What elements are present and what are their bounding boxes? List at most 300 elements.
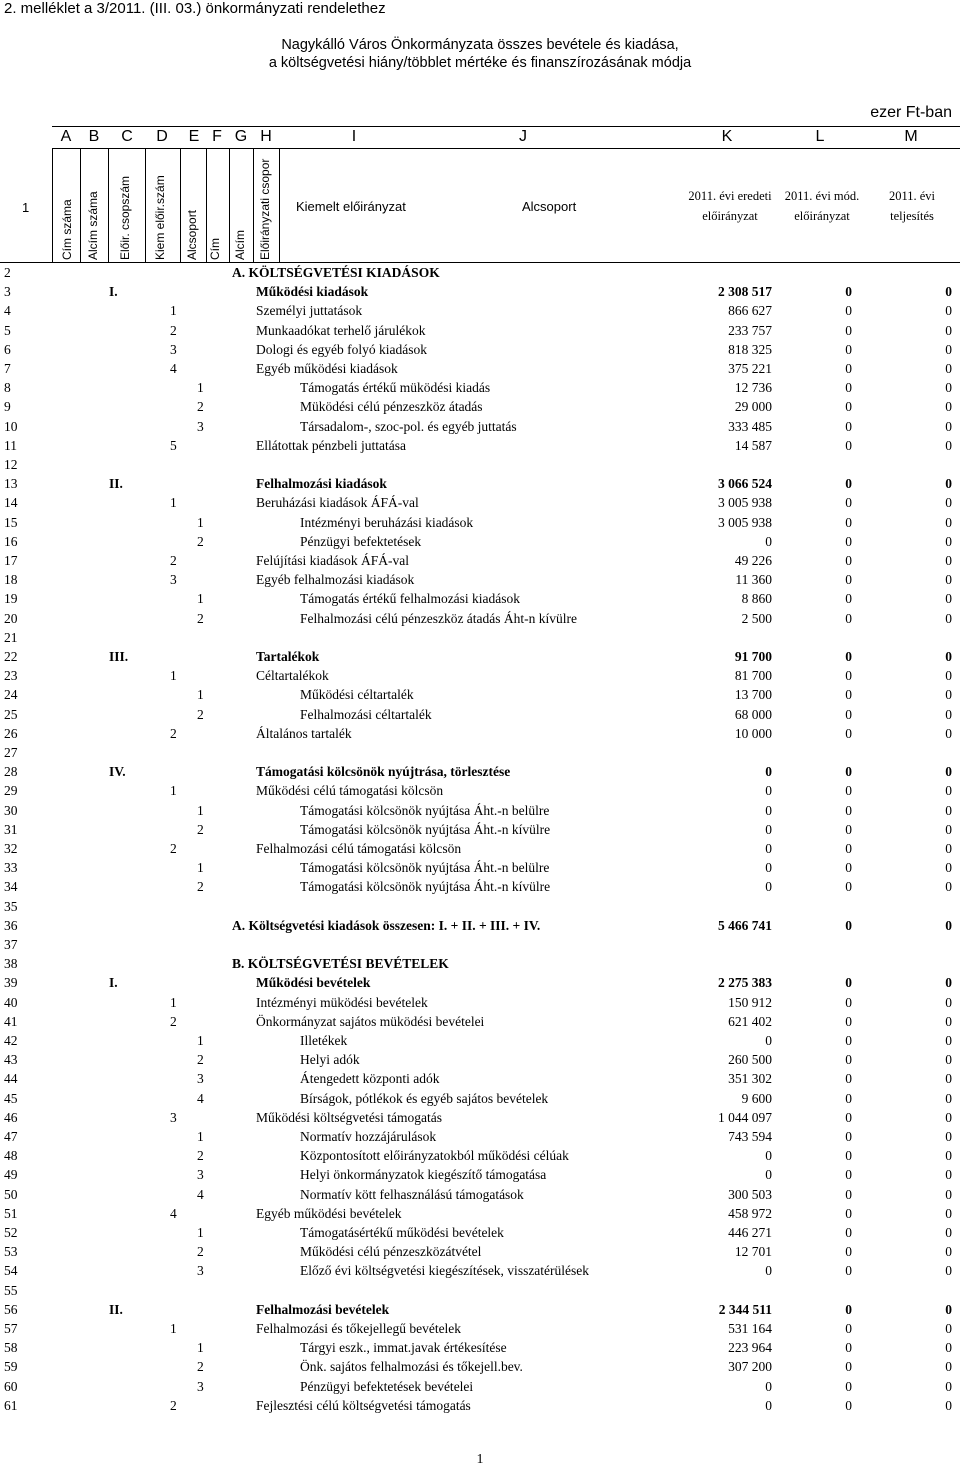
item-number: 2	[197, 706, 204, 722]
value-actual: 0	[945, 975, 952, 991]
row-number: 23	[4, 668, 18, 684]
row-subtitle: Központosított előirányzatokból működési célúak	[300, 1148, 569, 1164]
col-letter: G	[234, 128, 248, 145]
value-original: 818 325	[728, 341, 772, 357]
row-number: 27	[4, 745, 18, 760]
header-divider	[253, 148, 254, 262]
col-letter: H	[260, 128, 272, 145]
table-row	[0, 590, 960, 609]
table-row	[0, 302, 960, 321]
row-number: 51	[4, 1205, 18, 1221]
row-number: 41	[4, 1013, 18, 1029]
table-row	[0, 1301, 960, 1320]
subgroup-number: 1	[170, 495, 177, 511]
item-number: 2	[197, 879, 204, 895]
value-original: 0	[765, 841, 772, 856]
row-subtitle: Önk. sajátos felhalmozási és tőkejell.bev.	[300, 1359, 523, 1375]
item-number: 3	[197, 1263, 204, 1279]
value-actual: 0	[945, 917, 952, 933]
item-number: 2	[197, 533, 204, 549]
item-number: 1	[197, 860, 204, 876]
table-row	[0, 379, 960, 398]
value-actual: 0	[945, 1186, 952, 1202]
table-row	[0, 994, 960, 1013]
row-subtitle: Pénzügyi befektetések bevételei	[300, 1378, 474, 1394]
row-subtitle: Intézményi beruházási kiadások	[300, 514, 474, 530]
value-original: 2 500	[741, 610, 772, 626]
unit-label: ezer Ft-ban	[870, 104, 952, 121]
value-actual: 0	[945, 1109, 952, 1125]
row-subtitle: Felhalmozási célú pénzeszköz átadás Áht-n kívülre	[300, 610, 578, 626]
row-number: 5	[4, 322, 11, 338]
value-original: 233 757	[728, 322, 772, 338]
row-number: 10	[4, 418, 18, 434]
subgroup-number: 1	[170, 303, 177, 319]
section-caption: A. KÖLTSÉGVETÉSI KIADÁSOK	[232, 265, 440, 280]
group-number: III.	[109, 649, 129, 664]
row-title: Egyéb működési kiadások	[256, 361, 398, 376]
subgroup-number: 3	[170, 1109, 177, 1125]
value-modified: 0	[845, 1378, 852, 1394]
row-subtitle: Müködési célú pénzeszköz átadás	[300, 399, 483, 415]
header-divider	[108, 148, 109, 262]
value-original: 0	[765, 1033, 772, 1048]
row-subtitle: Támogatási kölcsönök nyújtása Áht.-n belülre	[300, 860, 550, 876]
row-subtitle: Működési céltartalék	[300, 687, 414, 703]
col-letter: I	[351, 128, 357, 145]
value-actual: 0	[945, 1225, 952, 1240]
col-letter: J	[519, 128, 527, 145]
title-line-2: a költségvetési hiány/többlet mértéke és finanszírozásának módja	[268, 55, 692, 71]
item-number: 2	[197, 399, 204, 415]
value-actual: 0	[945, 514, 952, 530]
row-subtitle: Normatív hozzájárulások	[300, 1129, 437, 1144]
value-actual: 0	[945, 1033, 952, 1048]
value-original: 0	[765, 802, 772, 818]
value-original: 0	[765, 821, 772, 837]
value-original: 8 860	[741, 591, 772, 607]
head-kiem-eloir-szam: Kiem előir.szám	[153, 175, 167, 260]
value-actual: 0	[945, 879, 952, 895]
table-row	[0, 571, 960, 590]
table-row	[0, 802, 960, 821]
row-title: Egyéb működési bevételek	[256, 1205, 402, 1221]
row-number: 17	[4, 553, 18, 568]
value-original: 0	[765, 879, 772, 895]
value-actual: 0	[945, 1378, 952, 1394]
col-letter: D	[156, 128, 168, 145]
group-title: Működési kiadások	[256, 284, 369, 300]
value-actual: 0	[945, 533, 952, 549]
value-actual: 0	[945, 1244, 952, 1260]
value-modified: 0	[845, 687, 852, 703]
table-row	[0, 1282, 960, 1301]
head-eloiranyzati-csoport: Előirányzati csopor	[258, 158, 272, 260]
table-row	[0, 763, 960, 782]
row-number: 28	[4, 764, 18, 780]
row-number: 11	[4, 437, 17, 453]
value-modified: 0	[845, 1148, 852, 1164]
table-top-border	[0, 262, 960, 263]
value-modified: 0	[845, 783, 852, 799]
row-number: 37	[4, 937, 18, 952]
header-divider	[145, 148, 146, 262]
subgroup-number: 2	[170, 322, 177, 338]
value-original: 11 360	[735, 572, 772, 588]
table-row	[0, 955, 960, 974]
item-number: 3	[197, 1071, 204, 1087]
head-mod-eloiranyzat: 2011. évi mód. előirányzat	[784, 189, 860, 223]
table-row	[0, 1090, 960, 1109]
row-number: 45	[4, 1090, 18, 1106]
row-number: 54	[4, 1263, 18, 1279]
value-modified: 0	[845, 399, 852, 415]
header-divider	[52, 148, 53, 262]
row-number: 4	[4, 303, 11, 319]
value-modified: 0	[845, 437, 852, 453]
table-row	[0, 514, 960, 533]
row-number: 49	[4, 1167, 18, 1183]
item-number: 2	[197, 1244, 204, 1260]
row-number: 22	[4, 649, 18, 664]
value-actual: 0	[945, 725, 952, 741]
value-actual: 0	[945, 1301, 952, 1317]
row-subtitle: Helyi önkormányzatok kiegészítő támogatása	[300, 1167, 547, 1183]
value-original: 12 736	[734, 380, 772, 396]
table-row	[0, 840, 960, 859]
row-number: 50	[4, 1186, 18, 1202]
row-subtitle: Támogatási kölcsönök nyújtása Áht.-n belülre	[300, 802, 550, 818]
value-original: 13 700	[734, 687, 772, 703]
value-modified: 0	[845, 553, 852, 568]
value-actual: 0	[945, 706, 952, 722]
item-number: 1	[197, 514, 204, 530]
table-row	[0, 1070, 960, 1089]
value-original: 531 164	[728, 1321, 772, 1336]
value-original: 0	[765, 783, 772, 799]
value-original: 621 402	[728, 1013, 772, 1029]
value-actual: 0	[945, 1167, 952, 1183]
value-original: 10 000	[734, 725, 772, 741]
page-number: 1	[476, 1452, 484, 1467]
value-modified: 0	[845, 1033, 852, 1048]
value-modified: 0	[845, 1301, 852, 1317]
table-row	[0, 494, 960, 513]
value-original: 150 912	[728, 994, 772, 1010]
row-number: 19	[4, 591, 18, 607]
value-modified: 0	[845, 649, 852, 664]
col-letter: L	[815, 128, 825, 145]
item-number: 1	[197, 1129, 204, 1144]
value-actual: 0	[945, 380, 952, 396]
value-modified: 0	[845, 841, 852, 856]
value-actual: 0	[945, 476, 952, 492]
row-title: Dologi és egyéb folyó kiadások	[256, 341, 427, 357]
row-title: Személyi juttatások	[256, 303, 363, 319]
value-original: 223 964	[728, 1340, 772, 1356]
table-row	[0, 936, 960, 955]
row-number: 13	[4, 476, 18, 492]
value-actual: 0	[945, 1129, 952, 1144]
value-modified: 0	[845, 879, 852, 895]
value-original: 2 308 517	[718, 284, 772, 300]
table-row	[0, 1205, 960, 1224]
row-title: Felhalmozási célú támogatási kölcsön	[256, 841, 462, 856]
table-row	[0, 1378, 960, 1397]
value-modified: 0	[845, 380, 852, 396]
value-modified: 0	[845, 975, 852, 991]
row-number: 9	[4, 399, 11, 415]
group-number: II.	[109, 1301, 123, 1317]
value-actual: 0	[945, 1148, 952, 1164]
row-number: 34	[4, 879, 18, 895]
table-row	[0, 1224, 960, 1243]
row-number: 43	[4, 1052, 18, 1068]
value-modified: 0	[845, 764, 852, 780]
table-row	[0, 1109, 960, 1128]
row-subtitle: Működési célú pénzeszközátvétel	[300, 1244, 482, 1260]
row-subtitle: Támogatás értékű müködési kiadás	[300, 380, 491, 396]
subgroup-number: 2	[170, 841, 177, 856]
item-number: 2	[197, 1148, 204, 1164]
table-row	[0, 1013, 960, 1032]
value-original: 2 275 383	[718, 975, 772, 991]
item-number: 1	[197, 687, 204, 703]
head-cim-szama: Cím száma	[60, 199, 74, 260]
value-modified: 0	[845, 514, 852, 530]
table-row	[0, 1243, 960, 1262]
row-subtitle: Bírságok, pótlékok és egyéb sajátos bevételek	[300, 1090, 549, 1106]
group-title: Felhalmozási kiadások	[256, 476, 387, 492]
value-original: 1 044 097	[718, 1109, 772, 1125]
table-row	[0, 1186, 960, 1205]
value-modified: 0	[845, 341, 852, 357]
table-row	[0, 1358, 960, 1377]
value-original: 3 066 524	[718, 476, 772, 492]
value-actual: 0	[945, 860, 952, 876]
row-number: 25	[4, 706, 18, 722]
table-row	[0, 437, 960, 456]
row-number: 32	[4, 841, 18, 856]
row-title: Fejlesztési célú költségvetési támogatás	[256, 1397, 471, 1413]
value-actual: 0	[945, 361, 952, 376]
col-letter: C	[121, 128, 133, 145]
row-number: 18	[4, 572, 18, 588]
value-actual: 0	[945, 994, 952, 1010]
value-modified: 0	[845, 725, 852, 741]
row-title: Céltartalékok	[256, 668, 329, 684]
item-number: 2	[197, 1052, 204, 1068]
row-number: 56	[4, 1301, 18, 1317]
row-number: 42	[4, 1033, 18, 1048]
value-original: 0	[765, 533, 772, 549]
value-original: 91 700	[734, 649, 772, 664]
subgroup-number: 2	[170, 1397, 177, 1413]
item-number: 2	[197, 821, 204, 837]
value-modified: 0	[845, 1359, 852, 1375]
subgroup-number: 2	[170, 725, 177, 741]
subgroup-number: 1	[170, 994, 177, 1010]
subgroup-number: 1	[170, 1321, 177, 1336]
column-letters	[0, 126, 960, 148]
subgroup-number: 4	[170, 1205, 177, 1221]
value-actual: 0	[945, 322, 952, 338]
value-modified: 0	[845, 860, 852, 876]
value-modified: 0	[845, 1071, 852, 1087]
value-actual: 0	[945, 418, 952, 434]
row-number: 40	[4, 994, 18, 1010]
value-actual: 0	[945, 1071, 952, 1087]
table-row	[0, 1262, 960, 1281]
value-actual: 0	[945, 764, 952, 780]
table-row	[0, 706, 960, 725]
header-divider	[229, 148, 230, 262]
item-number: 3	[197, 1378, 204, 1394]
value-actual: 0	[945, 841, 952, 856]
value-modified: 0	[845, 917, 852, 933]
value-original: 458 972	[728, 1205, 772, 1221]
table-row	[0, 878, 960, 897]
row-number: 16	[4, 533, 18, 549]
row-subtitle: Támogatás értékű felhalmozási kiadások	[300, 591, 521, 607]
table-row	[0, 782, 960, 801]
value-modified: 0	[845, 495, 852, 511]
value-original: 0	[765, 764, 772, 780]
group-title: Tartalékok	[256, 649, 320, 664]
row-number: 2	[4, 265, 11, 280]
table-row	[0, 475, 960, 494]
col-letter: K	[721, 128, 733, 145]
head-alcsoport-v: Alcsoport	[185, 209, 199, 260]
subgroup-number: 2	[170, 553, 177, 568]
row-number: 60	[4, 1378, 18, 1394]
table-row	[0, 283, 960, 302]
subgroup-number: 4	[170, 361, 177, 376]
table-row	[0, 1032, 960, 1051]
value-actual: 0	[945, 495, 952, 511]
row-number: 7	[4, 361, 11, 376]
row-subtitle: Normatív kött felhasználású támogatások	[300, 1186, 524, 1202]
table-row	[0, 974, 960, 993]
row-subtitle: Tárgyi eszk., immat.javak értékesítése	[300, 1340, 507, 1356]
value-modified: 0	[845, 1263, 852, 1279]
attachment-note: 2. melléklet a 3/2011. (III. 03.) önkormányzati rendelethez	[4, 0, 386, 17]
row-number: 14	[4, 495, 18, 511]
value-original: 307 200	[728, 1359, 772, 1375]
value-original: 0	[765, 1263, 772, 1279]
value-modified: 0	[845, 1340, 852, 1356]
table-row	[0, 898, 960, 917]
value-actual: 0	[945, 1321, 952, 1336]
value-original: 3 005 938	[718, 495, 772, 511]
row-subtitle: Helyi adók	[300, 1052, 360, 1068]
value-original: 14 587	[734, 437, 772, 453]
row-title: Általános tartalék	[256, 725, 352, 741]
value-actual: 0	[945, 437, 952, 453]
row-title: Egyéb felhalmozási kiadások	[256, 572, 415, 588]
row-title: Működési költségvetési támogatás	[256, 1109, 442, 1125]
value-original: 351 302	[728, 1071, 772, 1087]
head-eloir-csopszam: Előir. csopszám	[118, 175, 132, 260]
row-number: 12	[4, 457, 18, 472]
table-row	[0, 610, 960, 629]
value-modified: 0	[845, 994, 852, 1010]
table-row	[0, 744, 960, 763]
head-alcim: Alcím	[233, 230, 247, 260]
value-original: 0	[765, 860, 772, 876]
row-number: 59	[4, 1359, 18, 1375]
value-original: 49 226	[734, 553, 772, 568]
row-title: Önkormányzat sajátos müködési bevételei	[256, 1013, 485, 1029]
row-title: Felújítási kiadások ÁFÁ-val	[256, 553, 409, 568]
table-row	[0, 725, 960, 744]
table-row	[0, 418, 960, 437]
value-actual: 0	[945, 821, 952, 837]
value-modified: 0	[845, 361, 852, 376]
row-number: 47	[4, 1129, 18, 1144]
value-actual: 0	[945, 572, 952, 588]
value-modified: 0	[845, 1167, 852, 1183]
row-subtitle: Támogatási kölcsönök nyújtása Áht.-n kívülre	[300, 879, 551, 895]
row-number: 6	[4, 341, 11, 357]
value-modified: 0	[845, 418, 852, 434]
item-number: 4	[197, 1090, 204, 1106]
value-actual: 0	[945, 1263, 952, 1279]
value-actual: 0	[945, 303, 952, 319]
value-actual: 0	[945, 1052, 952, 1068]
row-number: 44	[4, 1071, 18, 1087]
table-row	[0, 859, 960, 878]
table-row	[0, 533, 960, 552]
table-row	[0, 1051, 960, 1070]
value-original: 0	[765, 1148, 772, 1164]
value-original: 29 000	[734, 399, 772, 415]
value-modified: 0	[845, 1225, 852, 1240]
value-modified: 0	[845, 1090, 852, 1106]
head-alcsoport: Alcsoport	[522, 199, 577, 214]
value-actual: 0	[945, 553, 952, 568]
value-modified: 0	[845, 591, 852, 607]
table-row	[0, 398, 960, 417]
subgroup-number: 3	[170, 341, 177, 357]
group-number: I.	[109, 284, 118, 300]
value-modified: 0	[845, 284, 852, 300]
value-original: 743 594	[728, 1129, 772, 1144]
table-row	[0, 667, 960, 686]
value-modified: 0	[845, 1129, 852, 1144]
value-modified: 0	[845, 821, 852, 837]
value-original: 333 485	[728, 418, 772, 434]
value-actual: 0	[945, 1013, 952, 1029]
subgroup-number: 2	[170, 1013, 177, 1029]
row-number: 52	[4, 1225, 18, 1240]
row-number: 53	[4, 1244, 18, 1260]
header-divider	[80, 148, 81, 262]
value-actual: 0	[945, 341, 952, 357]
table-row	[0, 1147, 960, 1166]
row-number: 8	[4, 380, 11, 396]
value-modified: 0	[845, 1205, 852, 1221]
item-number: 1	[197, 380, 204, 396]
row-number: 3	[4, 284, 11, 300]
row-title: Beruházási kiadások ÁFÁ-val	[256, 495, 419, 511]
row-subtitle: Illetékek	[300, 1033, 348, 1048]
head-cim: Cím	[208, 238, 222, 260]
group-number: II.	[109, 476, 123, 492]
value-original: 0	[765, 1378, 772, 1394]
item-number: 2	[197, 610, 204, 626]
row-number: 57	[4, 1321, 18, 1336]
